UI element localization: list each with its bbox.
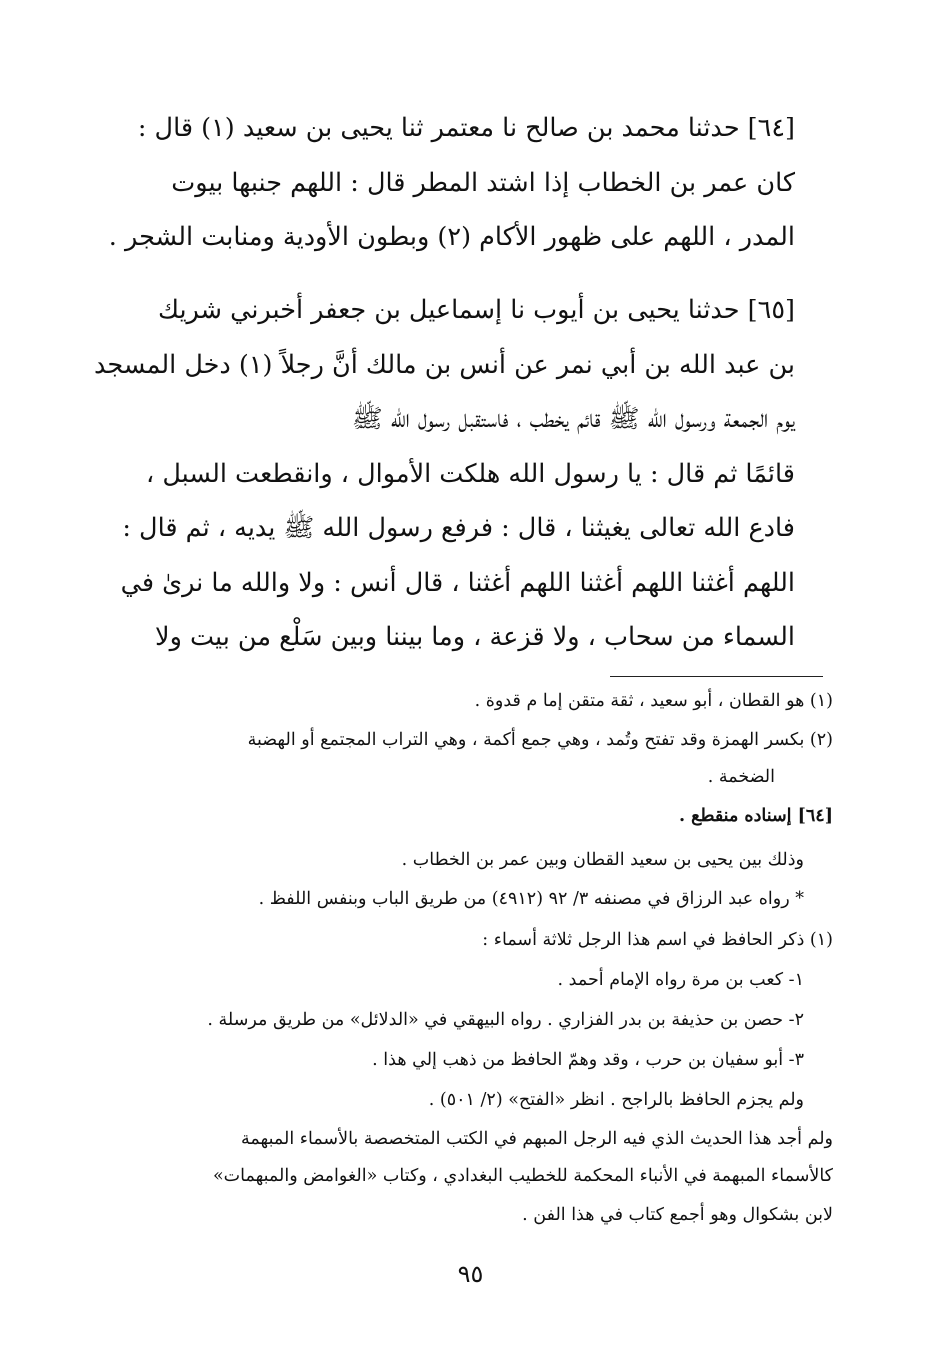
text-line: كان عمر بن الخطاب إذا اشتد المطر قال : اللهم جنبها بيوت <box>171 167 795 198</box>
text-line: قائمًا ثم قال : يا رسول الله هلكت الأموال ، وانقطعت السبل ، <box>145 458 795 489</box>
footnote-2-continuation: الضخمة . <box>707 767 775 787</box>
footnote-list-item: ١- كعب بن مرة رواه الإمام أحمد . <box>557 970 804 990</box>
footnote-line: كالأسماء المبهمة في الأنباء المحكمة للخطيب البغدادي ، وكتاب «الغوامض والمبهمات» <box>212 1166 833 1186</box>
footnote-line: ولم أجد هذا الحديث الذي فيه الرجل المبهم في الكتب المتخصصة بالأسماء المبهمة <box>241 1129 833 1149</box>
text-line: بن عبد الله بن أبي نمر عن أنس بن مالك أنَّ رجلاً (١) دخل المسجد <box>94 349 795 380</box>
text-line: [٦٥] حدثنا يحيى بن أيوب نا إسماعيل بن جعفر أخبرني شريك <box>157 295 795 325</box>
takhrij-heading: [٦٤] إسناده منقطع . <box>678 806 833 826</box>
footnote-line: ولم يجزم الحافظ بالراجح . انظر «الفتح» (٢/ ٥٠١) . <box>428 1090 804 1110</box>
text-line: اللهم أغثنا اللهم أغثنا اللهم أغثنا ، قال أنس : ولا والله ما نرىٰ في <box>120 567 795 598</box>
footnote-1: (١) هو القطان ، أبو سعيد ، ثقة متقن إما م قدوة . <box>474 691 833 711</box>
text-line: السماء من سحاب ، ولا قزعة ، وما بيننا وبين سَلْع من بيت ولا <box>155 622 795 652</box>
footnote-separator <box>610 676 823 677</box>
text-line: المدر ، اللهم على ظهور الأكام (٢) وبطون الأودية ومنابت الشجر . <box>108 222 795 252</box>
takhrij-line: وذلك بين يحيى بن سعيد القطان وبين عمر بن الخطاب . <box>401 850 804 870</box>
footnote-list-item: ٣- أبو سفيان بن حرب ، وقد وهمّ الحافظ من ذهب إلي هذا . <box>372 1050 804 1070</box>
text-line: [٦٤] حدثنا محمد بن صالح نا معتمر ثنا يحيى بن سعيد (١) قال : <box>137 113 795 143</box>
footnote-65-1: (١) ذكر الحافظ في اسم هذا الرجل ثلاثة أسماء : <box>482 930 833 950</box>
footnote-list-item: ٢- حصن بن حذيفة بن بدر الفزاري . رواه البيهقي في «الدلائل» من طريق مرسلة . <box>207 1010 804 1030</box>
page-number: ٩٥ <box>457 1260 484 1288</box>
hadith-64-paragraph <box>108 101 795 265</box>
hadith-65-paragraph <box>94 283 795 665</box>
footnote-2: (٢) بكسر الهمزة وقد تفتح وتُمد ، وهي جمع أكمة ، وهي التراب المجتمع أو الهضبة <box>247 730 833 750</box>
text-line: يوم الجمعة ورسول الله ﷺ قائم يخطب ، فاستقبل رسول الله ﷺ <box>351 404 795 434</box>
text-line: فادع الله تعالى يغيثنا ، قال : فرفع رسول الله ﷺ يديه ، ثم قال : <box>122 513 795 543</box>
footnote-line: لابن بشكوال وهو أجمع كتاب في هذا الفن . <box>522 1205 833 1225</box>
takhrij-line: * رواه عبد الرزاق في مصنفه ٣/ ٩٢ (٤٩١٢) من طريق الباب وبنفس اللفظ . <box>258 889 804 909</box>
